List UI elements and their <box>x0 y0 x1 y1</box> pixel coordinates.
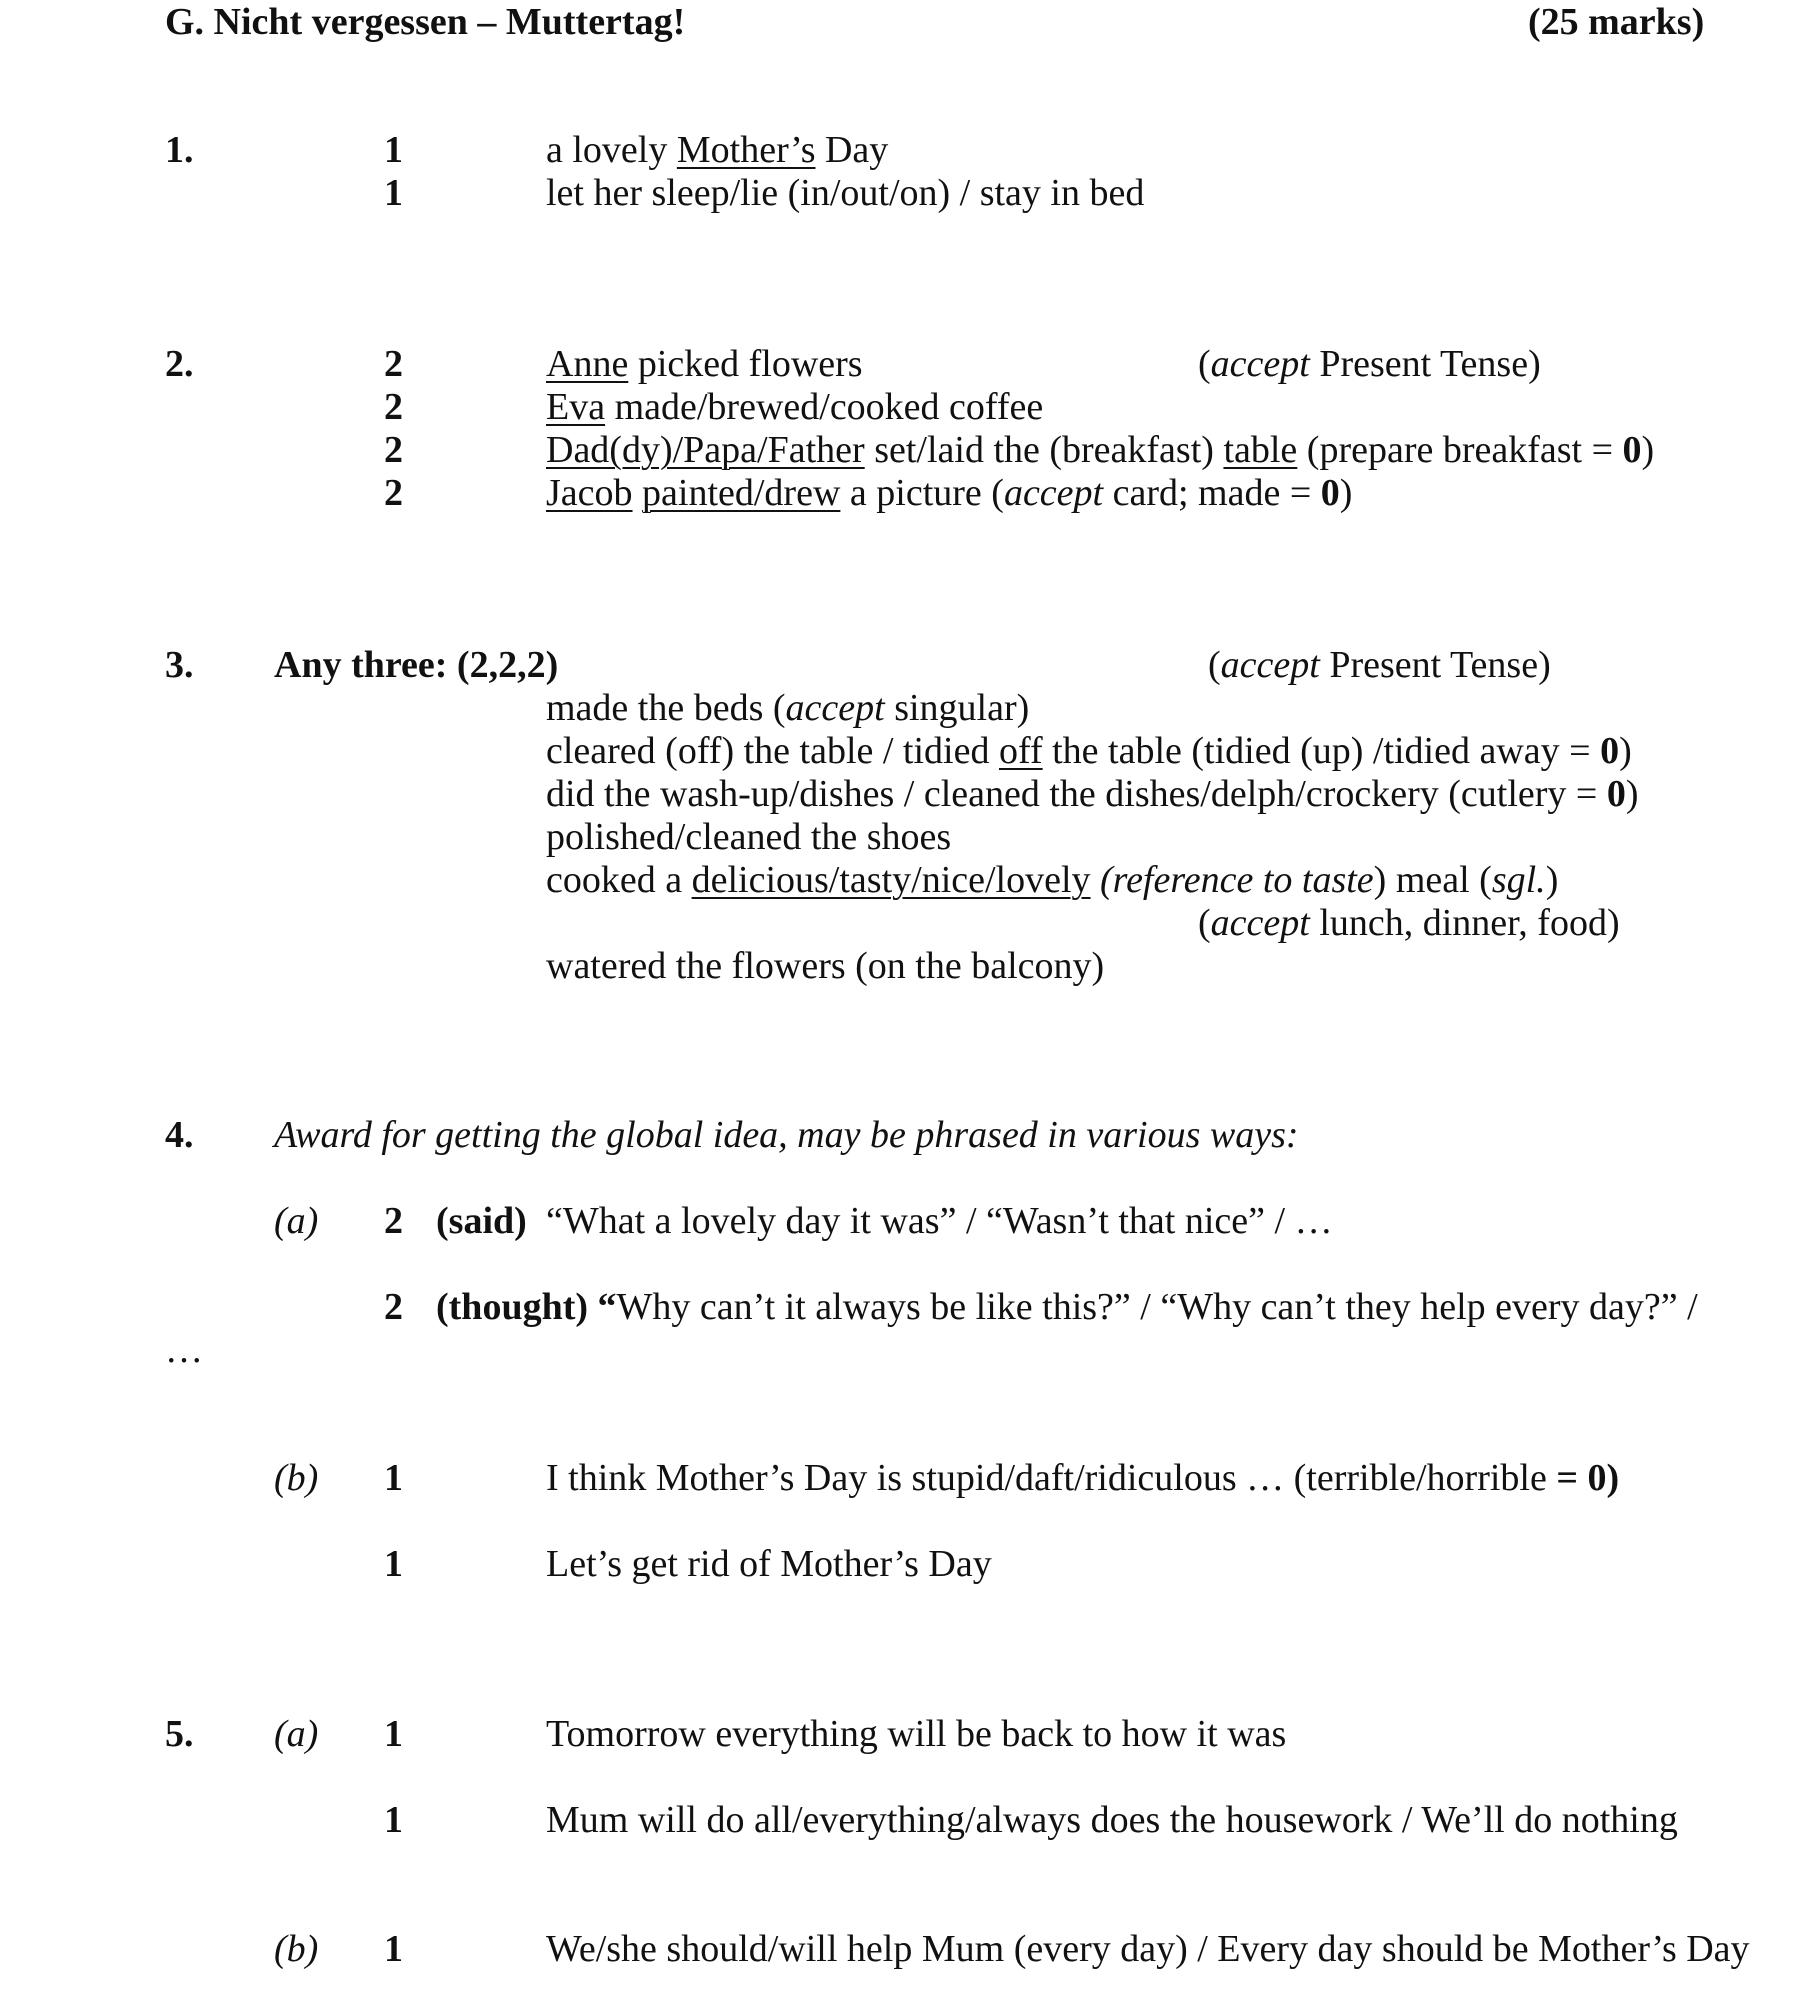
section-marks: (25 marks) <box>1528 1 1705 43</box>
q2-mark-2: 2 <box>384 386 403 428</box>
q4-number: 4. <box>165 1114 194 1156</box>
q4a-ellipsis: … <box>165 1329 203 1371</box>
q3-answer-3: did the wash-up/dishes / cleaned the dishes/delph/crockery (cutlery = 0) <box>546 773 1639 815</box>
q4b-label: (b) <box>274 1457 319 1499</box>
q2-mark-3: 2 <box>384 429 403 471</box>
q3-heading: Any three: (2,2,2) <box>274 644 559 686</box>
q5a-answer-2: Mum will do all/everything/always does the housework / We’ll do nothing <box>546 1799 1678 1841</box>
q5b-answer-1: We/she should/will help Mum (every day) / Every day should be Mother’s Day <box>546 1928 1750 1970</box>
q1-mark-2: 1 <box>384 172 403 214</box>
q3-accept-note: (accept Present Tense) <box>1208 644 1551 686</box>
q4b-mark-2: 1 <box>384 1543 403 1585</box>
q5b-label: (b) <box>274 1928 319 1970</box>
q2-mark-4: 2 <box>384 472 403 514</box>
q3-answer-2: cleared (off) the table / tidied off the table (tidied (up) /tidied away = 0) <box>546 730 1632 772</box>
q3-answer-5: cooked a delicious/tasty/nice/lovely (reference to taste) meal (sgl.) <box>546 859 1559 901</box>
q4a-mark-2: 2 <box>384 1286 403 1328</box>
q3-answer-1: made the beds (accept singular) <box>546 687 1030 729</box>
q5a-answer-1: Tomorrow everything will be back to how it was <box>546 1713 1287 1755</box>
q4b-answer-1: I think Mother’s Day is stupid/daft/ridiculous … (terrible/horrible = 0) <box>546 1457 1620 1499</box>
q5b-mark-1: 1 <box>384 1928 403 1970</box>
q4-intro: Award for getting the global idea, may be phrased in various ways: <box>274 1114 1299 1156</box>
q2-answer-4: Jacob painted/drew a picture (accept card; made = 0) <box>546 472 1353 514</box>
q4a-mark-1: 2 <box>384 1200 403 1242</box>
q3-answer-6: watered the flowers (on the balcony) <box>546 945 1105 987</box>
q4a-said-answer: “What a lovely day it was” / “Wasn’t that nice” / … <box>546 1200 1333 1242</box>
q4a-thought-answer: (thought) “Why can’t it always be like this?” / “Why can’t they help every day?” / <box>436 1286 1698 1328</box>
q1-answer-2: let her sleep/lie (in/out/on) / stay in bed <box>546 172 1145 214</box>
q2-answer-1: Anne picked flowers <box>546 343 863 385</box>
q2-accept-note: (accept Present Tense) <box>1198 343 1541 385</box>
q2-mark-1: 2 <box>384 343 403 385</box>
section-title: G. Nicht vergessen – Muttertag! <box>165 1 686 43</box>
q5-number: 5. <box>165 1713 194 1755</box>
q1-answer-1: a lovely Mother’s Day <box>546 129 889 171</box>
q4b-answer-2: Let’s get rid of Mother’s Day <box>546 1543 992 1585</box>
q2-number: 2. <box>165 343 194 385</box>
q2-answer-3: Dad(dy)/Papa/Father set/laid the (breakfast) table (prepare breakfast = 0) <box>546 429 1655 471</box>
q3-number: 3. <box>165 644 194 686</box>
q5a-label: (a) <box>274 1713 319 1755</box>
q4a-label: (a) <box>274 1200 319 1242</box>
q5a-mark-1: 1 <box>384 1713 403 1755</box>
q4b-mark-1: 1 <box>384 1457 403 1499</box>
q4a-said-label: (said) <box>436 1200 527 1242</box>
q3-answer-5-note: (accept lunch, dinner, food) <box>1198 902 1620 944</box>
q2-answer-2: Eva made/brewed/cooked coffee <box>546 386 1044 428</box>
q1-mark-1: 1 <box>384 129 403 171</box>
q5a-mark-2: 1 <box>384 1799 403 1841</box>
q3-answer-4: polished/cleaned the shoes <box>546 816 952 858</box>
q1-number: 1. <box>165 129 194 171</box>
